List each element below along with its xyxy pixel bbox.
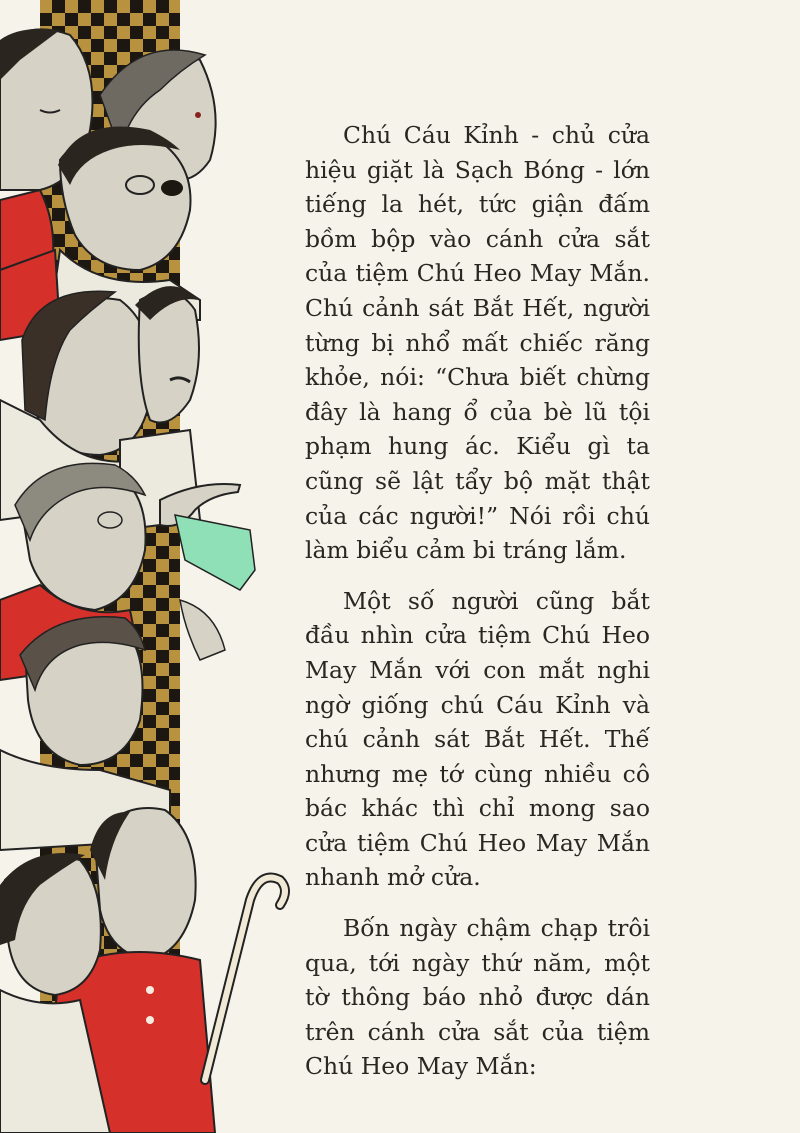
paragraph-1: Chú Cáu Kỉnh - chủ cửa hiệu giặt là Sạch Bóng - lớn tiếng la hét, tức giận đấm bồm bộp vào cánh cửa sắt của tiệm Chú Heo May Mắn. Chú cảnh sát Bắt Hết, người từng bị nhổ mất chiếc răng khỏe, nói: “Chưa biết chừng đây là hang ổ của bè lũ tội phạm hung ác. Kiểu gì ta cũng sẽ lật tẩy bộ mặt thật của các người!” Nói rồi chú làm biểu cảm bi tráng lắm. bbox=[305, 121, 650, 565]
paragraph-2: Một số người cũng bắt đầu nhìn cửa tiệm Chú Heo May Mắn với con mắt nghi ngờ giống chú Cáu Kỉnh và chú cảnh sát Bắt Hết. Thế nhưng mẹ tớ cùng nhiều cô bác khác thì chỉ mong sao cửa tiệm Chú Heo May Mắn nhanh mở cửa. bbox=[305, 586, 650, 892]
crowd-illustration bbox=[0, 0, 290, 1133]
story-text bbox=[305, 118, 650, 1100]
paragraph-3: Bốn ngày chậm chạp trôi qua, tới ngày thứ năm, một tờ thông báo nhỏ được dán trên cánh cửa sắt của tiệm Chú Heo May Mắn: bbox=[305, 914, 650, 1081]
